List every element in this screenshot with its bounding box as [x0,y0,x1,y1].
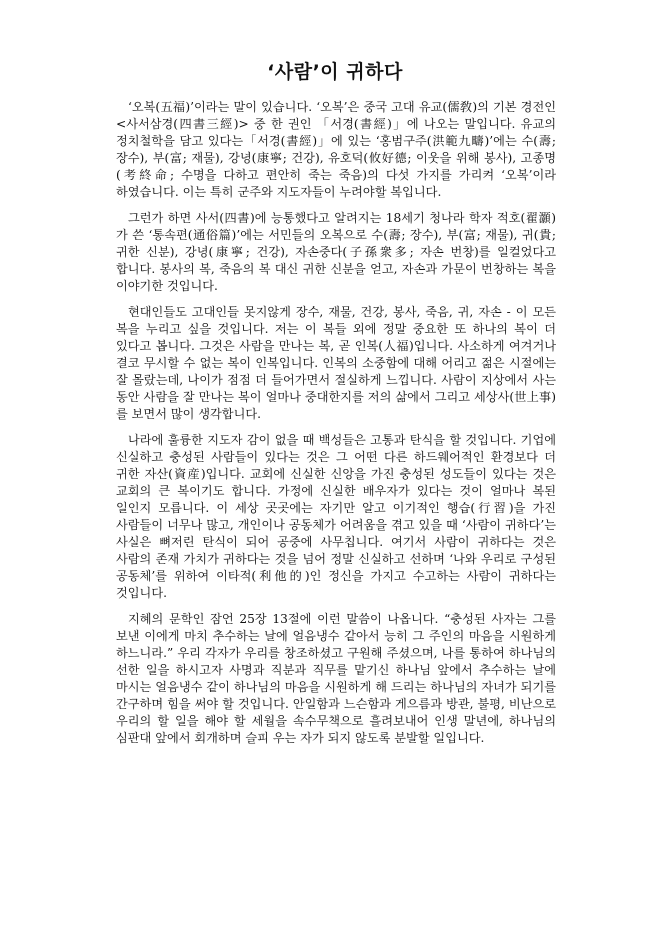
paragraph-2: 그런가 하면 사서(四書)에 능통했다고 알려지는 18세기 청나라 학자 적호(翟灝)가 쓴 ‘통속편(通俗篇)’에는 서민들의 오복으로 수(壽; 장수), 부(富; 재물), 귀(貴; 귀한 신분), 강녕(康寧; 건강), 자손중다(子孫衆多; 자손 번창)를 일컬었다고 합니다. 봉사의 복, 죽음의 복 대신 귀한 신분을 얻고, 자손과 가문이 번창하는 복을 이야기한 것입니다. [116,211,556,293]
paragraph-4: 나라에 훌륭한 지도자 감이 없을 때 백성들은 고통과 탄식을 할 것입니다. 기업에 신실하고 충성된 사람들이 있다는 것은 그 어떤 다른 하드웨어적인 환경보다 더 귀한 자산(資産)입니다. 교회에 신실한 신앙을 가진 충성된 성도들이 있다는 것은 교회의 큰 복이기도 합니다. 가정에 신실한 배우자가 있다는 것이 얼마나 복된 일인지 모릅니다. 이 세상 곳곳에는 자기만 알고 이기적인 행습(行習)을 가진 사람들이 너무나 많고, 개인이나 공동체가 어려움을 겪고 있을 때 ‘사람이 귀하다’는 사실은 뼈저린 탄식이 되어 공중에 사무칩니다. 여기서 사람이 귀하다는 것은 사람의 존재 가치가 귀하다는 것을 넘어 정말 신실하고 선하며 ‘나와 우리로 구성된 공동체’를 위하여 이타적(利他的)인 정신을 가지고 수고하는 사람이 귀하다는 것입니다. [116,433,556,600]
document-title: ‘사람’이 귀하다 [267,61,403,83]
paragraph-1: ‘오복(五福)’이라는 말이 있습니다. ‘오복’은 중국 고대 유교(儒敎)의 기본 경전인 <사서삼경(四書三經)> 중 한 권인 「서경(書經)」에 나오는 말입니다. 유교의 정치철학을 담고 있다는「서경(書經)」에 있는 ‘홍범구주(洪範九疇)’에는 수(壽; 장수), 부(富; 재물), 강녕(康寧; 건강), 유호덕(攸好德; 이웃을 위해 봉사), 고종명(考終命; 수명을 다하고 편안히 죽는 죽음)의 다섯 가지를 가리켜 ‘오복’이라 하였습니다. 이는 특히 군주와 지도자들이 누려야할 복입니다. [116,100,556,199]
document-body [116,99,556,756]
paragraph-5: 지혜의 문학인 잠언 25장 13절에 이런 말씀이 나옵니다. “충성된 사자는 그를 보낸 이에게 마치 추수하는 날에 얼음냉수 같아서 능히 그 주인의 마음을 시원하게 하느니라.” 우리 각자가 우리를 창조하셨고 구원해 주셨으며, 나를 통하여 하나님의 선한 일을 하시고자 사명과 직분과 직무를 맡기신 하나님 앞에서 추수하는 날에 마시는 얼음냉수 같이 하나님의 마음을 시원하게 해 드리는 하나님의 자녀가 되기를 간구하며 힘을 써야 할 것입니다. 안일함과 느슨함과 게으름과 방관, 불평, 비난으로 우리의 할 일을 해야 할 세월을 속수무책으로 흘려보내어 인생 말년에, 하나님의 심판대 앞에서 회개하며 슬피 우는 자가 되지 않도록 분발할 일입니다. [116,612,556,745]
paragraph-3: 현대인들도 고대인들 못지않게 장수, 재물, 건강, 봉사, 죽음, 귀, 자손 - 이 모든 복을 누리고 싶을 것입니다. 저는 이 복들 외에 정말 중요한 또 하나의 복이 더 있다고 봅니다. 그것은 사람을 만나는 복, 곧 인복(人福)입니다. 사소하게 여겨거나 결코 무시할 수 없는 복이 인복입니다. 인복의 소중함에 대해 어리고 젊은 시절에는 잘 몰랐는데, 나이가 점점 더 들어가면서 절실하게 느낍니다. 사람이 지상에서 사는 동안 사람을 잘 만나는 복이 얼마나 중대한지를 저의 삶에서 그리고 세상사(世上事)를 보면서 많이 생각합니다. [116,305,556,421]
